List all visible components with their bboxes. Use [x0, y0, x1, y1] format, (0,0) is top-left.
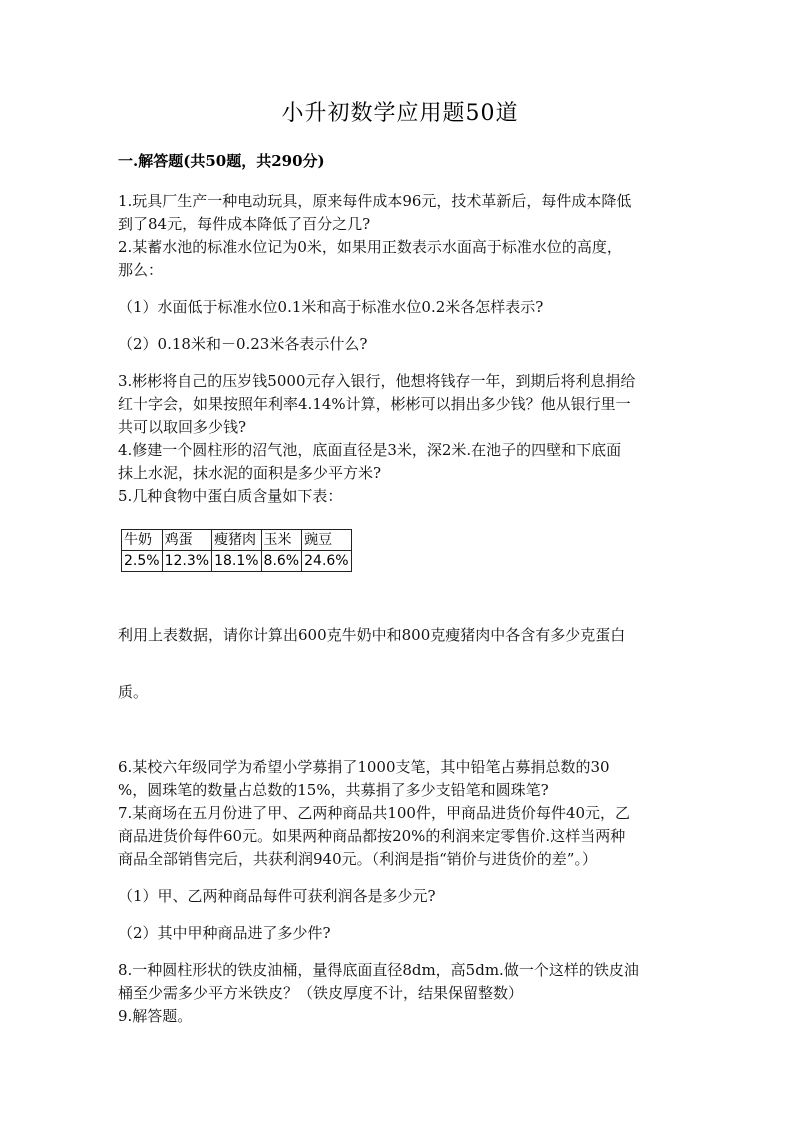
question-4-line-2: 抹上水泥，抹水泥的面积是多少平方米? — [118, 464, 382, 482]
table-value-cell: 12.3% — [162, 551, 211, 572]
table-header-cell: 瘦猪肉 — [212, 530, 261, 551]
protein-table-header-row — [122, 530, 352, 551]
protein-table-value-row — [122, 551, 352, 572]
table-value-cell: 8.6% — [261, 551, 302, 572]
question-5-prompt-line-1: 利用上表数据，请你计算出600克牛奶中和800克瘦猪肉中各含有多少克蛋白 — [118, 626, 626, 644]
question-4-line-1: 4.修建一个圆柱形的沼气池，底面直径是3米，深2米.在池子的四壁和下底面 — [118, 441, 622, 459]
table-header-cell: 牛奶 — [122, 530, 163, 551]
question-2-sub-2: （2）0.18米和－0.23米各表示什么? — [118, 335, 368, 353]
question-7-sub-1: （1）甲、乙两种商品每件可获利润各是多少元? — [118, 887, 436, 905]
table-header-cell: 豌豆 — [302, 530, 351, 551]
question-6-line-1: 6.某校六年级同学为希望小学募捐了1000支笔，其中铅笔占募捐总数的30 — [118, 758, 610, 776]
question-8-line-2: 桶至少需多少平方米铁皮？（铁皮厚度不计，结果保留整数） — [118, 984, 524, 1002]
table-header-cell: 玉米 — [261, 530, 302, 551]
question-5-prompt-line-2: 质。 — [118, 683, 149, 701]
protein-table — [121, 529, 352, 572]
question-2-line-2: 那么： — [118, 261, 164, 279]
table-header-cell: 鸡蛋 — [162, 530, 211, 551]
question-3-line-2: 红十字会，如果按照年利率4.14%计算，彬彬可以捐出多少钱？他从银行里一 — [118, 395, 631, 413]
question-7-line-2: 商品进货价每件60元。如果两种商品都按20%的利润来定零售价.这样当两种 — [118, 827, 626, 845]
question-5-line-1: 5.几种食物中蛋白质含量如下表： — [118, 487, 343, 505]
question-9-line-1: 9.解答题。 — [118, 1007, 193, 1025]
question-6-line-2: %，圆珠笔的数量占总数的15%，共募捐了多少支铅笔和圆珠笔? — [118, 781, 549, 799]
question-2-line-1: 2.某蓄水池的标准水位记为0米，如果用正数表示水面高于标准水位的高度， — [118, 238, 622, 256]
table-value-cell: 2.5% — [122, 551, 163, 572]
question-1-line-1: 1.玩具厂生产一种电动玩具，原来每件成本96元，技术革新后，每件成本降低 — [118, 192, 632, 210]
page-title: 小升初数学应用题50道 — [281, 101, 519, 126]
question-2-sub-1: （1）水面低于标准水位0.1米和高于标准水位0.2米各怎样表示? — [118, 298, 544, 316]
question-7-sub-2: （2）其中甲种商品进了多少件? — [118, 924, 331, 942]
question-1-line-2: 到了84元，每件成本降低了百分之几? — [118, 215, 371, 233]
question-3-line-1: 3.彬彬将自己的压岁钱5000元存入银行，他想将钱存一年，到期后将利息捐给 — [118, 372, 636, 390]
table-value-cell: 24.6% — [302, 551, 351, 572]
question-7-line-3: 商品全部销售完后，共获利润940元。（利润是指“销价与进货价的差”。） — [118, 850, 597, 868]
question-3-line-3: 共可以取回多少钱? — [118, 418, 247, 436]
question-7-line-1: 7.某商场在五月份进了甲、乙两种商品共100件，甲商品进货价每件40元，乙 — [118, 804, 631, 822]
question-8-line-1: 8.一种圆柱形状的铁皮油桶，量得底面直径8dm，高5dm.做一个这样的铁皮油 — [118, 961, 639, 979]
table-value-cell: 18.1% — [212, 551, 261, 572]
section-heading: 一.解答题(共50题，共290分) — [118, 152, 325, 170]
